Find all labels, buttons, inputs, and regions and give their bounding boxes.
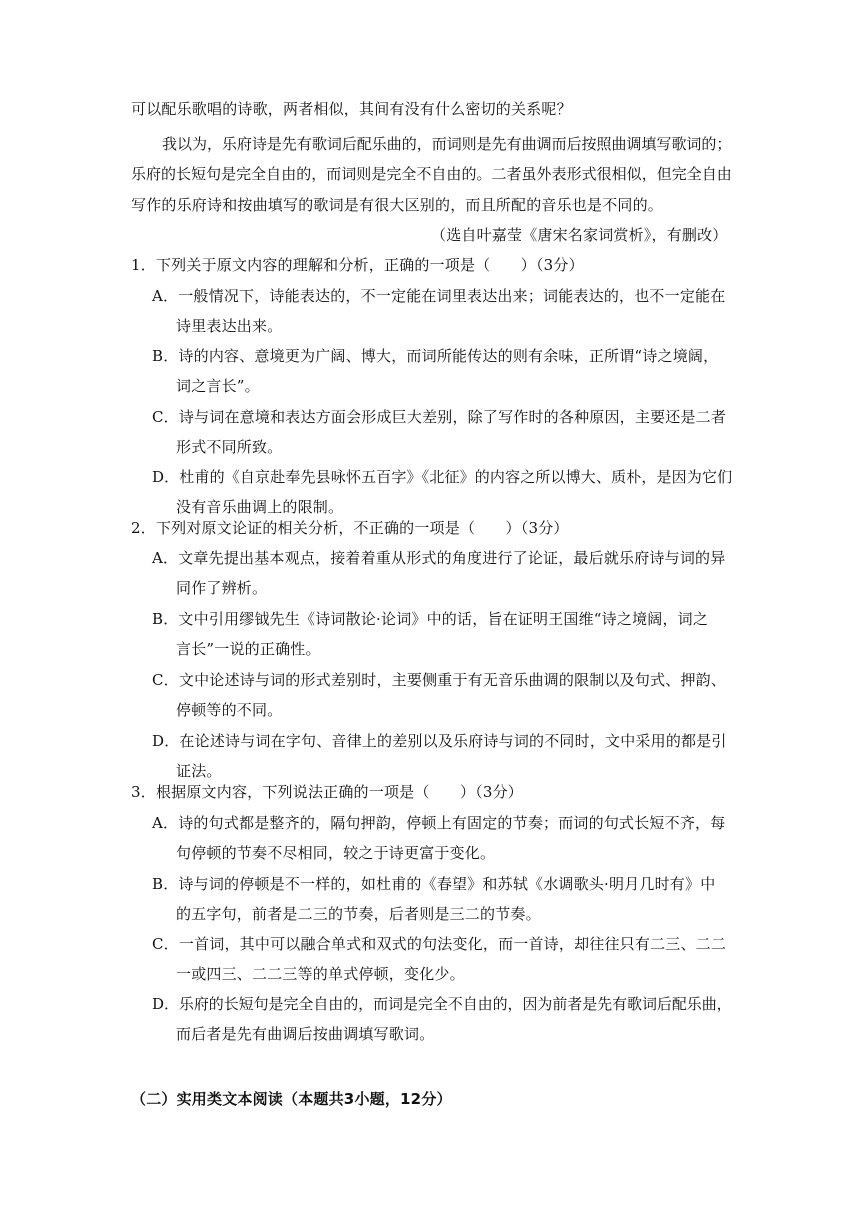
option-line: D．乐府的长短句是完全自由的，而词是完全不自由的，因为前者是先有歌词后配乐曲， [152, 995, 732, 1013]
option-line: 而后者是先有曲调后按曲调填写歌词。 [176, 1025, 435, 1043]
option-line: C．一首词，其中可以融合单式和双式的句法变化，而一首诗，却往往只有二三、二二 [152, 935, 727, 953]
option-line: B．诗与词的停顿是不一样的，如杜甫的《春望》和苏轼《水调歌头·明月几时有》中 [152, 875, 716, 893]
option-line: B．文中引用缪钺先生《诗词散论·论词》中的话，旨在证明王国维“诗之境阔，词之 [152, 610, 709, 628]
option-line: 的五字句，前者是二三的节奏，后者则是三二的节奏。 [176, 905, 541, 923]
option-line: 句停顿的节奏不尽相同，较之于诗更富于变化。 [176, 844, 496, 862]
option-line: C．诗与词在意境和表达方面会形成巨大差别，除了写作时的各种原因，主要还是二者 [152, 408, 727, 426]
option-line: 证法。 [176, 762, 222, 780]
option-line: 言长”一说的正确性。 [176, 640, 321, 658]
question-stem: 1．下列关于原文内容的理解和分析，正确的一项是（ ）（3分） [131, 256, 584, 274]
option-line: A．一般情况下，诗能表达的，不一定能在词里表达出来；词能表达的，也不一定能在 [152, 287, 726, 305]
passage-line: 乐府的长短句是完全自由的，而词则是完全不自由的。二者虽外表形式很相似，但完全自由 [131, 165, 732, 183]
passage-line: 我以为，乐府诗是先有歌词后配乐曲的，而词则是先有曲调而后按照曲调填写歌词的； [162, 135, 732, 153]
option-line: 形式不同所致。 [176, 438, 283, 456]
option-line: 词之言长”。 [176, 377, 260, 395]
option-line: 一或四三、二二三等的单式停顿，变化少。 [176, 965, 465, 983]
passage-line: 可以配乐歌唱的诗歌，两者相似，其间有没有什么密切的关系呢？ [131, 100, 572, 118]
option-line: C．文中论述诗与词的形式差别时，主要侧重于有无音乐曲调的限制以及句式、押韵、 [152, 671, 727, 689]
option-line: D．杜甫的《自京赴奉先县咏怀五百字》《北征》的内容之所以博大、质朴，是因为它们 [152, 468, 733, 486]
option-line: B．诗的内容、意境更为广阔、博大，而词所能传达的则有余味，正所谓“诗之境阔， [152, 347, 719, 365]
option-line: D．在论述诗与词在字句、音律上的差别以及乐府诗与词的不同时，文中采用的都是引 [152, 732, 727, 750]
source-citation: （选自叶嘉莹《唐宋名家词赏析》，有删改） [431, 226, 728, 244]
option-line: 没有音乐曲调上的限制。 [176, 498, 344, 516]
option-line: A．文章先提出基本观点，接着着重从形式的角度进行了论证，最后就乐府诗与词的异 [152, 549, 726, 567]
option-line: 诗里表达出来。 [176, 317, 283, 335]
option-line: 同作了辨析。 [176, 579, 268, 597]
question-stem: 3．根据原文内容，下列说法正确的一项是（ ）（3分） [131, 783, 523, 801]
option-line: 停顿等的不同。 [176, 701, 283, 719]
question-stem: 2．下列对原文论证的相关分析，不正确的一项是（ ）（3分） [131, 519, 569, 537]
section-heading: （二）实用类文本阅读（本题共3小题，12分） [131, 1090, 452, 1108]
passage-line: 写作的乐府诗和按曲填写的歌词是有很大区别的，而且所配的音乐也是不同的。 [131, 196, 664, 214]
option-line: A．诗的句式都是整齐的，隔句押韵，停顿上有固定的节奏；而词的句式长短不齐，每 [152, 814, 726, 832]
